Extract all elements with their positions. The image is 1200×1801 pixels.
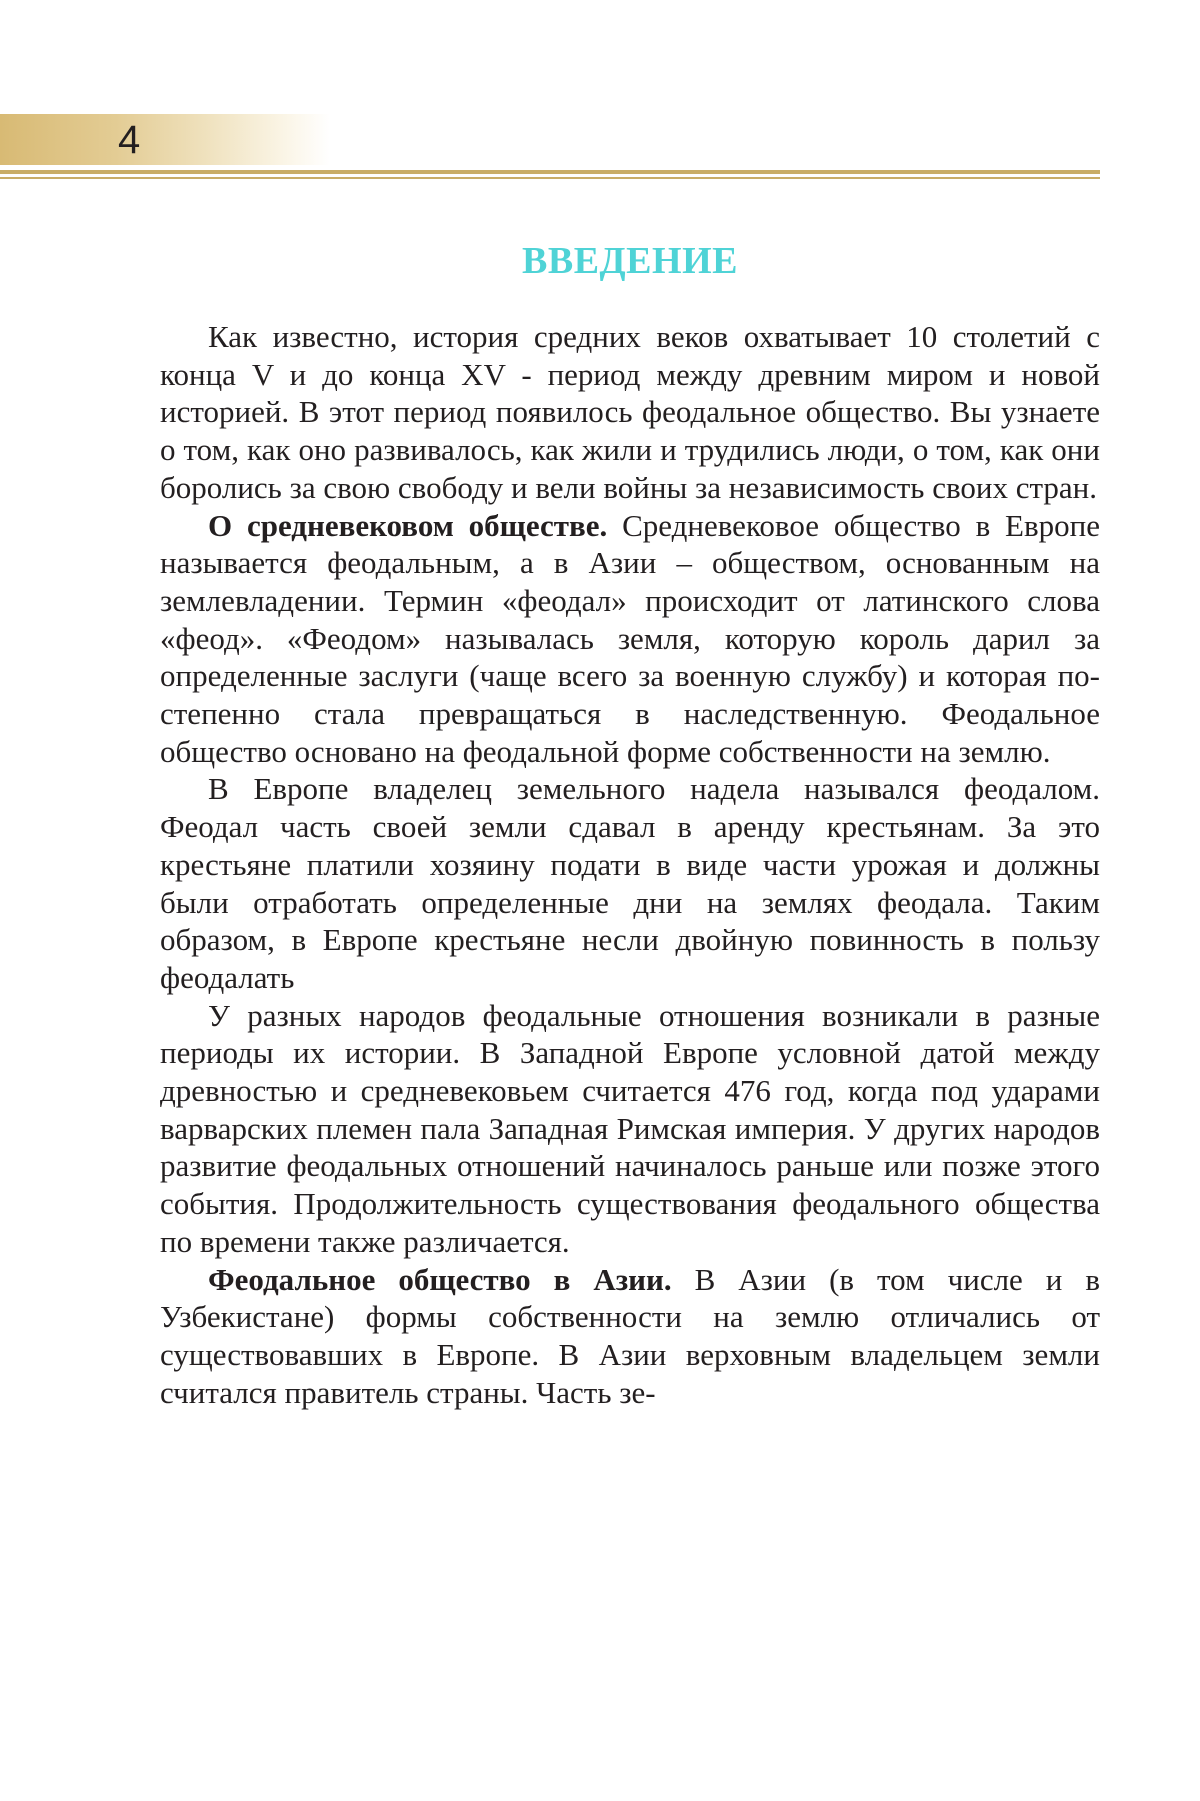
paragraph-europe-land	[160, 770, 1100, 996]
section-heading-feudal-asia: Феодальное общество в Азии.	[208, 1262, 672, 1297]
paragraph-text: В Европе владелец земельного надела назывался фе­одалом. Феодал часть своей земли сдавал в аренду кре­стьянам. За это крестьяне платили хозяину подати в виде части урожая и должны были отработать опреде­ленные дни на землях феодала. Таким образом, в Ев­ропе крестьяне несли двойную повинность в пользу феодалать	[160, 771, 1100, 995]
paragraph-periods	[160, 997, 1100, 1261]
header-rule-thick	[0, 170, 1100, 174]
paragraph-medieval-society	[160, 507, 1100, 771]
paragraph-text: У разных народов феодальные отношения возникали в разные периоды их истории. В Западной Европе ус­ловной датой между древностью и средневековьем счи­тается 476 год, когда под ударами варварских племен пала Западная Римская империя. У других народов раз­витие феодальных отношений начиналось раньше или позже этого события. Продолжительность существования феодального общества по времени также различается.	[160, 998, 1100, 1259]
paragraph-text: В Азии (в том числе и в Узбекистане) формы собственности на землю отлича­лись от существовавших в Европе. В Азии верховным владельцем земли считался правитель страны. Часть зе-	[160, 1262, 1100, 1410]
body-text	[160, 318, 1100, 1411]
paragraph-feudal-asia	[160, 1261, 1100, 1412]
section-heading-medieval-society: О средневековом обществе.	[208, 508, 607, 543]
paragraph-intro	[160, 318, 1100, 507]
paragraph-text: Средневековое общество в Европе называется феодальным, а в Азии – обще­ством, основанным на землевладении. Термин «феодал» происходит от латинского слова «феод». «Феодом» назы­валась земля, которую король дарил за определенные заслуги (чаще всего за военную службу) и которая по­степенно стала превращаться в наследственную. Феодаль­ное общество основано на феодальной форме собствен­ности на землю.	[160, 508, 1100, 769]
chapter-title: ВВЕДЕНИЕ	[160, 236, 1100, 286]
header-rule-thin	[0, 177, 1100, 179]
paragraph-text: Как известно, история средних веков охватывает 10 столетий с конца V и до конца XV - период между древ­ним миром и новой историей. В этот период появилось феодальное общество. Вы узнаете о том, как оно раз­вивалось, как жили и трудились люди, о том, как они боролись за свою свободу и вели войны за независи­мость своих стран.	[160, 319, 1100, 505]
page-number-band	[0, 114, 330, 165]
page-header	[0, 0, 1200, 200]
page-number: 4	[118, 116, 140, 164]
